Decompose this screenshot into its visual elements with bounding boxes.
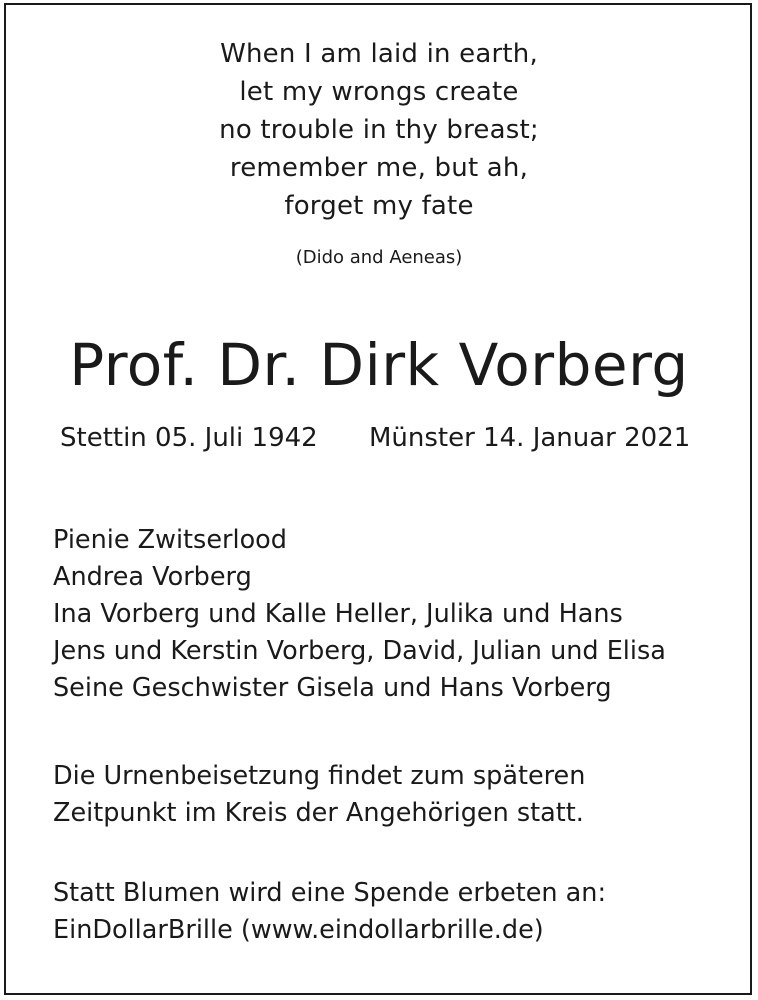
poem-line: no trouble in thy breast; xyxy=(219,115,539,145)
deceased-name: Prof. Dr. Dirk Vorberg xyxy=(69,331,689,399)
mourner-line: Andrea Vorberg xyxy=(53,562,252,592)
burial-notice xyxy=(53,758,585,832)
donation-line: Statt Blumen wird eine Spende erbeten an: xyxy=(53,878,607,908)
poem xyxy=(0,35,758,225)
mourner-line: Seine Geschwister Gisela und Hans Vorberg xyxy=(53,673,612,703)
burial-line: Die Urnenbeisetzung findet zum späteren xyxy=(53,761,586,791)
mourner-line: Ina Vorberg und Kalle Heller, Julika und Hans xyxy=(53,599,623,629)
poem-line: forget my fate xyxy=(284,191,474,221)
birth-date: Stettin 05. Juli 1942 xyxy=(60,423,318,453)
mourner-line: Jens und Kerstin Vorberg, David, Julian und Elisa xyxy=(53,636,666,666)
poem-source: (Dido and Aeneas) xyxy=(295,247,463,268)
donation-notice xyxy=(53,875,606,949)
poem-line: When I am laid in earth, xyxy=(220,39,538,69)
burial-line: Zeitpunkt im Kreis der Angehörigen statt. xyxy=(53,798,584,828)
donation-line: EinDollarBrille (www.eindollarbrille.de) xyxy=(53,915,544,945)
mourner-line: Pienie Zwitserlood xyxy=(53,525,287,555)
mourners-list xyxy=(53,522,666,707)
death-date: Münster 14. Januar 2021 xyxy=(369,423,691,453)
poem-line: remember me, but ah, xyxy=(229,153,529,183)
poem-line: let my wrongs create xyxy=(239,77,519,107)
